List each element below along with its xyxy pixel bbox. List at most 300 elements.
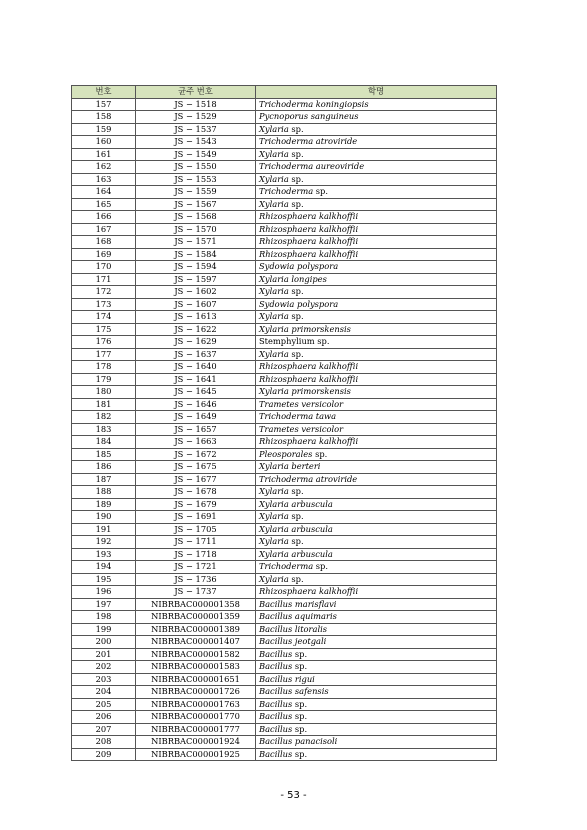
epithet: kalkhoffii <box>318 436 359 446</box>
row-number: 187 <box>72 473 136 486</box>
scientific-name <box>256 636 497 649</box>
strain-number: JS − 1637 <box>136 348 256 361</box>
genus: Xylaria <box>259 461 289 471</box>
strain-number: JS − 1663 <box>136 436 256 449</box>
genus: Trichoderma <box>259 411 314 421</box>
epithet: safensis <box>294 686 329 696</box>
row-number: 208 <box>72 736 136 749</box>
table-row <box>72 411 497 424</box>
row-number: 199 <box>72 623 136 636</box>
table-row <box>72 211 497 224</box>
table-row <box>72 311 497 324</box>
header-scientific-name: 학명 <box>256 86 497 99</box>
genus: Xylaria <box>259 511 289 521</box>
strain-number: JS − 1518 <box>136 98 256 111</box>
scientific-name <box>256 686 497 699</box>
row-number: 169 <box>72 248 136 261</box>
genus: Xylaria <box>259 486 289 496</box>
genus: Xylaria <box>259 273 289 284</box>
scientific-name <box>256 111 497 124</box>
row-number: 194 <box>72 561 136 574</box>
header-number: 번호 <box>72 86 136 99</box>
epithet: sp. <box>291 511 304 521</box>
strain-number: NIBRBAC000001389 <box>136 623 256 636</box>
row-number: 202 <box>72 661 136 674</box>
scientific-name <box>256 386 497 399</box>
strain-number: JS − 1543 <box>136 136 256 149</box>
scientific-name <box>256 311 497 324</box>
strain-number: JS − 1607 <box>136 298 256 311</box>
genus: Bacillus <box>259 636 293 646</box>
strain-number: NIBRBAC000001726 <box>136 686 256 699</box>
strain-number: JS − 1678 <box>136 486 256 499</box>
scientific-name <box>256 198 497 211</box>
row-number: 173 <box>72 298 136 311</box>
table-row <box>72 436 497 449</box>
epithet: sp. <box>315 561 328 571</box>
scientific-name <box>256 161 497 174</box>
row-number: 200 <box>72 636 136 649</box>
row-number: 157 <box>72 98 136 111</box>
strain-number: JS − 1567 <box>136 198 256 211</box>
row-number: 165 <box>72 198 136 211</box>
scientific-name <box>256 486 497 499</box>
row-number: 163 <box>72 173 136 186</box>
genus: Xylaria <box>259 536 289 546</box>
epithet: jeotgali <box>294 636 327 646</box>
epithet: polyspora <box>297 261 339 271</box>
row-number: 158 <box>72 111 136 124</box>
table-row <box>72 136 497 149</box>
epithet: sp. <box>291 123 304 134</box>
table-row <box>72 236 497 249</box>
strain-number: JS − 1550 <box>136 161 256 174</box>
genus: Rhizosphaera <box>259 223 317 234</box>
table-row <box>72 623 497 636</box>
epithet: polyspora <box>297 298 339 309</box>
table-row <box>72 673 497 686</box>
epithet: sp. <box>294 723 308 734</box>
row-number: 179 <box>72 373 136 386</box>
genus: Trichoderma <box>259 473 314 484</box>
genus: Trichoderma <box>259 561 314 571</box>
scientific-name <box>256 648 497 661</box>
scientific-name <box>256 723 497 736</box>
strain-number: JS − 1537 <box>136 123 256 136</box>
scientific-name <box>256 423 497 436</box>
genus: Xylaria <box>259 198 289 209</box>
table-row <box>72 373 497 386</box>
scientific-name <box>256 98 497 111</box>
row-number: 182 <box>72 411 136 424</box>
strain-number: JS − 1641 <box>136 373 256 386</box>
scientific-name <box>256 586 497 599</box>
epithet: sp. <box>315 186 328 196</box>
table-row <box>72 548 497 561</box>
strain-number: JS − 1529 <box>136 111 256 124</box>
table-row <box>72 686 497 699</box>
scientific-name <box>256 273 497 286</box>
genus: Bacillus <box>259 673 293 684</box>
genus: Pleosporales <box>259 448 313 459</box>
epithet: arbuscula <box>291 523 333 534</box>
epithet: sp. <box>291 148 304 159</box>
row-number: 188 <box>72 486 136 499</box>
row-number: 186 <box>72 461 136 474</box>
epithet: kalkhoffii <box>318 223 359 234</box>
strain-number: JS − 1679 <box>136 498 256 511</box>
row-number: 160 <box>72 136 136 149</box>
scientific-name <box>256 123 497 136</box>
table-row <box>72 248 497 261</box>
strain-number: JS − 1657 <box>136 423 256 436</box>
row-number: 174 <box>72 311 136 324</box>
table-row <box>72 98 497 111</box>
row-number: 183 <box>72 423 136 436</box>
table-row <box>72 348 497 361</box>
strain-number: JS − 1721 <box>136 561 256 574</box>
genus: Trichoderma <box>259 98 314 109</box>
epithet: primorskensis <box>291 386 351 396</box>
genus: Bacillus <box>259 723 293 734</box>
strain-number: NIBRBAC000001582 <box>136 648 256 661</box>
row-number: 192 <box>72 536 136 549</box>
epithet: atroviride <box>315 473 358 484</box>
genus: Xylaria <box>259 123 289 134</box>
table-row <box>72 511 497 524</box>
epithet: marisflavi <box>294 598 337 609</box>
row-number: 193 <box>72 548 136 561</box>
scientific-name <box>256 348 497 361</box>
table-row <box>72 148 497 161</box>
row-number: 204 <box>72 686 136 699</box>
strain-number: JS − 1571 <box>136 236 256 249</box>
row-number: 195 <box>72 573 136 586</box>
scientific-name <box>256 323 497 336</box>
table-row <box>72 711 497 724</box>
strain-number: NIBRBAC000001777 <box>136 723 256 736</box>
row-number: 168 <box>72 236 136 249</box>
epithet: sp. <box>294 698 308 709</box>
strain-number: JS − 1629 <box>136 336 256 349</box>
table-row <box>72 461 497 474</box>
epithet: arbuscula <box>291 498 333 509</box>
scientific-name <box>256 511 497 524</box>
strain-number: JS − 1705 <box>136 523 256 536</box>
epithet: sp. <box>291 173 304 184</box>
genus: Sydowia <box>259 298 295 309</box>
row-number: 206 <box>72 711 136 724</box>
strain-number: JS − 1570 <box>136 223 256 236</box>
epithet: primorskensis <box>291 323 351 334</box>
epithet: sp. <box>294 711 308 721</box>
genus: Rhizosphaera <box>259 361 317 371</box>
row-number: 198 <box>72 611 136 624</box>
genus: Rhizosphaera <box>259 236 317 246</box>
epithet: sp. <box>317 336 330 346</box>
table-row <box>72 648 497 661</box>
scientific-name <box>256 261 497 274</box>
genus: Trametes <box>259 423 299 434</box>
epithet: sp. <box>291 198 304 209</box>
table-row <box>72 636 497 649</box>
table-row <box>72 611 497 624</box>
genus: Xylaria <box>259 386 289 396</box>
scientific-name <box>256 361 497 374</box>
row-number: 175 <box>72 323 136 336</box>
table-row <box>72 661 497 674</box>
epithet: sp. <box>291 486 304 496</box>
genus: Xylaria <box>259 311 289 321</box>
page-number: - 53 - <box>280 790 307 801</box>
epithet: kalkhoffii <box>318 236 359 246</box>
genus: Xylaria <box>259 498 289 509</box>
scientific-name <box>256 336 497 349</box>
scientific-name <box>256 673 497 686</box>
genus: Bacillus <box>259 611 293 621</box>
row-number: 189 <box>72 498 136 511</box>
scientific-name <box>256 461 497 474</box>
scientific-name <box>256 536 497 549</box>
epithet: sp. <box>291 536 304 546</box>
strain-number: JS − 1677 <box>136 473 256 486</box>
scientific-name <box>256 698 497 711</box>
table-row <box>72 123 497 136</box>
strain-number: JS − 1594 <box>136 261 256 274</box>
row-number: 191 <box>72 523 136 536</box>
row-number: 171 <box>72 273 136 286</box>
genus: Bacillus <box>259 748 293 759</box>
genus: Bacillus <box>259 648 293 659</box>
row-number: 170 <box>72 261 136 274</box>
strain-number: NIBRBAC000001359 <box>136 611 256 624</box>
genus: Sydowia <box>259 261 295 271</box>
genus: Xylaria <box>259 173 289 184</box>
scientific-name <box>256 711 497 724</box>
scientific-name <box>256 561 497 574</box>
genus: Trichoderma <box>259 186 314 196</box>
table-row <box>72 323 497 336</box>
scientific-name <box>256 748 497 761</box>
scientific-name <box>256 186 497 199</box>
epithet: litoralis <box>294 623 328 634</box>
scientific-name <box>256 598 497 611</box>
scientific-name <box>256 611 497 624</box>
strain-number: JS − 1691 <box>136 511 256 524</box>
epithet: atroviride <box>315 136 358 146</box>
row-number: 166 <box>72 211 136 224</box>
strain-number: JS − 1711 <box>136 536 256 549</box>
scientific-name <box>256 661 497 674</box>
table-header-row <box>72 86 497 99</box>
strain-number: JS − 1549 <box>136 148 256 161</box>
row-number: 185 <box>72 448 136 461</box>
strain-number: NIBRBAC000001763 <box>136 698 256 711</box>
genus: Xylaria <box>259 286 289 296</box>
row-number: 207 <box>72 723 136 736</box>
table-row <box>72 698 497 711</box>
genus: Xylaria <box>259 323 289 334</box>
row-number: 205 <box>72 698 136 711</box>
genus: Rhizosphaera <box>259 248 317 259</box>
row-number: 178 <box>72 361 136 374</box>
row-number: 196 <box>72 586 136 599</box>
table-row <box>72 536 497 549</box>
scientific-name <box>256 498 497 511</box>
epithet: kalkhoffii <box>318 361 359 371</box>
table-row <box>72 486 497 499</box>
strain-number: JS − 1559 <box>136 186 256 199</box>
scientific-name <box>256 473 497 486</box>
genus: Bacillus <box>259 736 293 746</box>
genus: Trametes <box>259 398 299 409</box>
table-row <box>72 448 497 461</box>
strain-number: JS − 1646 <box>136 398 256 411</box>
epithet: kalkhoffii <box>318 373 359 384</box>
scientific-name <box>256 398 497 411</box>
table-row <box>72 473 497 486</box>
genus: Bacillus <box>259 623 293 634</box>
epithet: versicolor <box>301 423 344 434</box>
table-row <box>72 498 497 511</box>
row-number: 181 <box>72 398 136 411</box>
genus: Rhizosphaera <box>259 211 317 221</box>
strain-number: JS − 1649 <box>136 411 256 424</box>
table-row <box>72 336 497 349</box>
strain-number: JS − 1597 <box>136 273 256 286</box>
scientific-name <box>256 248 497 261</box>
strain-number: NIBRBAC000001770 <box>136 711 256 724</box>
row-number: 190 <box>72 511 136 524</box>
strain-number: JS − 1640 <box>136 361 256 374</box>
epithet: sp. <box>291 348 304 359</box>
epithet: sanguineus <box>310 111 359 121</box>
strain-number: JS − 1718 <box>136 548 256 561</box>
row-number: 184 <box>72 436 136 449</box>
epithet: kalkhoffii <box>318 211 359 221</box>
scientific-name <box>256 548 497 561</box>
epithet: aquimaris <box>294 611 337 621</box>
row-number: 159 <box>72 123 136 136</box>
row-number: 167 <box>72 223 136 236</box>
scientific-name <box>256 573 497 586</box>
strain-number: JS − 1672 <box>136 448 256 461</box>
genus: Trichoderma <box>259 136 314 146</box>
genus: Bacillus <box>259 711 293 721</box>
genus: Rhizosphaera <box>259 373 317 384</box>
table-body <box>72 98 497 761</box>
epithet: berteri <box>291 461 321 471</box>
strain-number: JS − 1613 <box>136 311 256 324</box>
row-number: 162 <box>72 161 136 174</box>
epithet: sp. <box>294 648 308 659</box>
genus: Bacillus <box>259 598 293 609</box>
scientific-name <box>256 411 497 424</box>
genus: Rhizosphaera <box>259 436 317 446</box>
epithet: kalkhoffii <box>318 248 359 259</box>
strain-number: JS − 1602 <box>136 286 256 299</box>
table-row <box>72 198 497 211</box>
strain-number: JS − 1622 <box>136 323 256 336</box>
scientific-name <box>256 523 497 536</box>
table-row <box>72 598 497 611</box>
epithet: kalkhoffii <box>318 586 359 596</box>
row-number: 201 <box>72 648 136 661</box>
table-row <box>72 561 497 574</box>
table-row <box>72 748 497 761</box>
strain-number: JS − 1568 <box>136 211 256 224</box>
genus: Xylaria <box>259 148 289 159</box>
strain-table <box>71 85 497 761</box>
genus: Bacillus <box>259 661 293 671</box>
genus: Trichoderma <box>259 161 314 171</box>
scientific-name <box>256 236 497 249</box>
table-row <box>72 423 497 436</box>
strain-number: JS − 1675 <box>136 461 256 474</box>
table-row <box>72 286 497 299</box>
row-number: 172 <box>72 286 136 299</box>
table-row <box>72 361 497 374</box>
genus: Xylaria <box>259 523 289 534</box>
scientific-name <box>256 373 497 386</box>
epithet: sp. <box>294 748 308 759</box>
table-row <box>72 111 497 124</box>
row-number: 203 <box>72 673 136 686</box>
strain-number: JS − 1737 <box>136 586 256 599</box>
row-number: 197 <box>72 598 136 611</box>
epithet: arbuscula <box>291 548 333 559</box>
strain-number: NIBRBAC000001925 <box>136 748 256 761</box>
table-row <box>72 586 497 599</box>
strain-number: NIBRBAC000001924 <box>136 736 256 749</box>
genus: Bacillus <box>259 698 293 709</box>
epithet: tawa <box>315 411 337 421</box>
epithet: versicolor <box>301 398 344 409</box>
genus: Xylaria <box>259 548 289 559</box>
genus: Rhizosphaera <box>259 586 317 596</box>
strain-number: NIBRBAC000001358 <box>136 598 256 611</box>
epithet: aureoviride <box>315 161 365 171</box>
strain-number: NIBRBAC000001407 <box>136 636 256 649</box>
genus: Stemphylium <box>259 336 315 346</box>
scientific-name <box>256 623 497 636</box>
table-row <box>72 723 497 736</box>
strain-number: JS − 1736 <box>136 573 256 586</box>
table-row <box>72 186 497 199</box>
epithet: sp. <box>291 311 304 321</box>
strain-number: NIBRBAC000001651 <box>136 673 256 686</box>
strain-number: JS − 1584 <box>136 248 256 261</box>
scientific-name <box>256 436 497 449</box>
scientific-name <box>256 136 497 149</box>
epithet: sp. <box>294 661 308 671</box>
table-row <box>72 736 497 749</box>
epithet: sp. <box>291 573 304 584</box>
scientific-name <box>256 736 497 749</box>
table-row <box>72 173 497 186</box>
scientific-name <box>256 223 497 236</box>
table-row <box>72 223 497 236</box>
table-row <box>72 261 497 274</box>
genus: Pycnoporus <box>259 111 309 121</box>
row-number: 180 <box>72 386 136 399</box>
row-number: 161 <box>72 148 136 161</box>
header-strain-number: 균주 번호 <box>136 86 256 99</box>
table-row <box>72 523 497 536</box>
row-number: 176 <box>72 336 136 349</box>
genus: Bacillus <box>259 686 293 696</box>
table-row <box>72 386 497 399</box>
